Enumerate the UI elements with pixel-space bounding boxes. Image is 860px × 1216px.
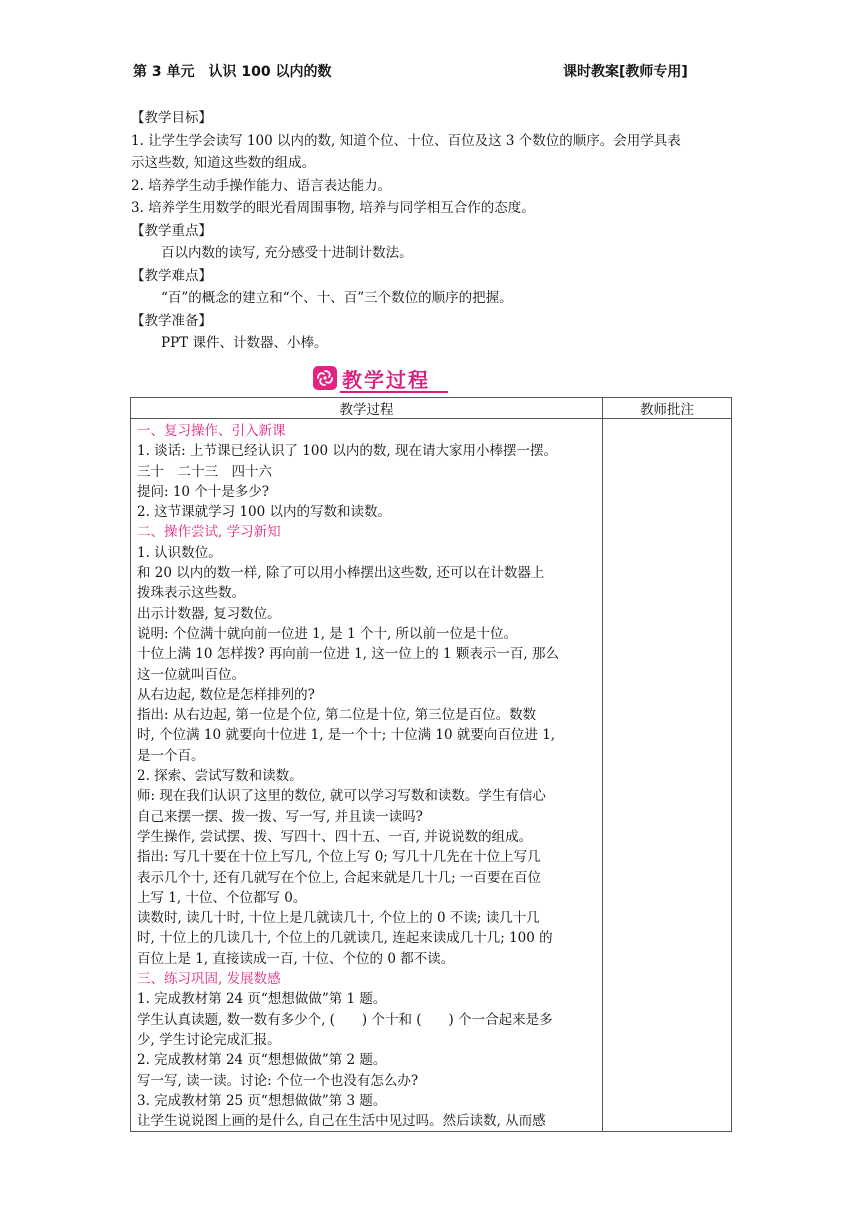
process-line: 表示几个十, 还有几就写在个位上, 合起来就是几十几; 一百要在百位 [137,869,542,886]
process-line: 师: 现在我们认识了这里的数位, 就可以学习写数和读数。学生有信心 [137,788,546,805]
swirl-logo-icon [313,366,337,390]
objective-line: 1. 让学生学会读写 100 以内的数, 知道个位、十位、百位及这 3 个数位的顺序。会用学具表 [131,132,681,149]
process-line: 1. 完成教材第 24 页“想想做做”第 1 题。 [137,991,387,1008]
objective-line: 【教学准备】 [131,312,212,329]
table-header-row [131,398,732,419]
process-line: 少, 学生讨论完成汇报。 [137,1031,281,1048]
process-line: 1. 认识数位。 [137,544,222,561]
table-body-row [131,419,732,1132]
process-line: 指出: 写几十要在十位上写几, 个位上写 0; 写几十几先在十位上写几 [137,849,541,866]
objective-line: 【教学目标】 [131,110,212,126]
process-line: 自己来摆一摆、拨一拨、写一写, 并且读一读吗? [137,808,423,825]
process-line: 和 20 以内的数一样, 除了可以用小棒摆出这些数, 还可以在计数器上 [137,565,545,582]
objective-line: 【教学重点】 [131,222,212,239]
process-line: 百位上是 1, 直接读成一百, 十位、个位的 0 都不读。 [137,950,455,967]
objective-line: 3. 培养学生用数学的眼光看周围事物, 培养与同学相互合作的态度。 [131,200,535,216]
process-line: 1. 谈话: 上节课已经认识了 100 以内的数, 现在请大家用小棒摆一摆。 [137,443,557,460]
column-header-notes: 教师批注 [603,398,732,419]
process-line: 这一位就叫百位。 [137,666,245,683]
process-line: 是一个百。 [137,747,205,764]
process-line: 3. 完成教材第 25 页“想想做做”第 3 题。 [137,1092,387,1109]
objective-line: 示这些数, 知道这些数的组成。 [131,155,316,171]
process-line: 学生操作, 尝试摆、拨、写四十、四十五、一百, 并说说数的组成。 [137,828,533,845]
process-line: 时, 个位满 10 就要向十位进 1, 是一个十; 十位满 10 就要向百位进 1, [137,727,556,744]
objective-line: 2. 培养学生动手操作能力、语言表达能力。 [131,177,392,194]
objective-line: 百以内数的读写, 充分感受十进制计数法。 [161,245,413,261]
teaching-process-table [130,397,732,1132]
process-line: 2. 完成教材第 24 页“想想做做”第 2 题。 [137,1052,387,1069]
process-line: 让学生说说图上画的是什么, 自己在生活中见过吗。然后读数, 从而感 [137,1113,546,1130]
process-line: 提问: 10 个十是多少? [137,483,270,500]
section-banner [313,365,430,391]
objective-line: “百”的概念的建立和“个、十、百”三个数位的顺序的把握。 [161,290,513,306]
section-heading: 三、练习巩固, 发展数感 [137,971,281,988]
column-header-process: 教学过程 [131,398,603,419]
process-line: 十位上满 10 怎样拨? 再向前一位进 1, 这一位上的 1 颗表示一百, 那么 [137,646,560,663]
process-line: 读数时, 读几十时, 十位上是几就读几十, 个位上的 0 不读; 读几十几 [137,910,540,927]
process-line: 三十 二十三 四十六 [137,463,272,480]
process-line: 2. 探索、尝试写数和读数。 [137,768,303,785]
unit-title: 第 3 单元 认识 100 以内的数 [133,64,332,80]
process-content-cell [131,419,603,1132]
process-line: 2. 这节课就学习 100 以内的写数和读数。 [137,504,392,521]
process-line: 指出: 从右边起, 第一位是个位, 第二位是十位, 第三位是百位。数数 [137,707,537,724]
objective-line: PPT 课件、计数器、小棒。 [161,335,328,351]
process-line: 从右边起, 数位是怎样排列的? [137,686,315,703]
process-line: 学生认真读题, 数一数有多少个, ( ) 个十和 ( ) 个一合起来是多 [137,1011,553,1028]
lesson-objectives-section [131,107,731,355]
section-banner-title: 教学过程 [342,367,430,392]
section-heading: 二、操作尝试, 学习新知 [137,524,281,541]
process-line: 上写 1, 十位、个位都写 0。 [137,889,307,906]
section-heading: 一、复习操作、引入新课 [137,423,286,439]
process-line: 出示计数器, 复习数位。 [137,605,281,622]
teacher-notes-cell[interactable] [603,419,732,1132]
objective-line: 【教学难点】 [131,267,212,284]
process-line: 写一写, 读一读。讨论: 个位一个也没有怎么办? [137,1072,419,1089]
lesson-plan-label: 课时教案[教师专用] [563,64,688,80]
process-line: 拨珠表示这些数。 [137,585,245,602]
banner-underline [340,391,448,393]
process-line: 时, 十位上的几读几十, 个位上的几就读几, 连起来读成几十几; 100 的 [137,930,553,947]
process-line: 说明: 个位满十就向前一位进 1, 是 1 个十, 所以前一位是十位。 [137,625,518,642]
